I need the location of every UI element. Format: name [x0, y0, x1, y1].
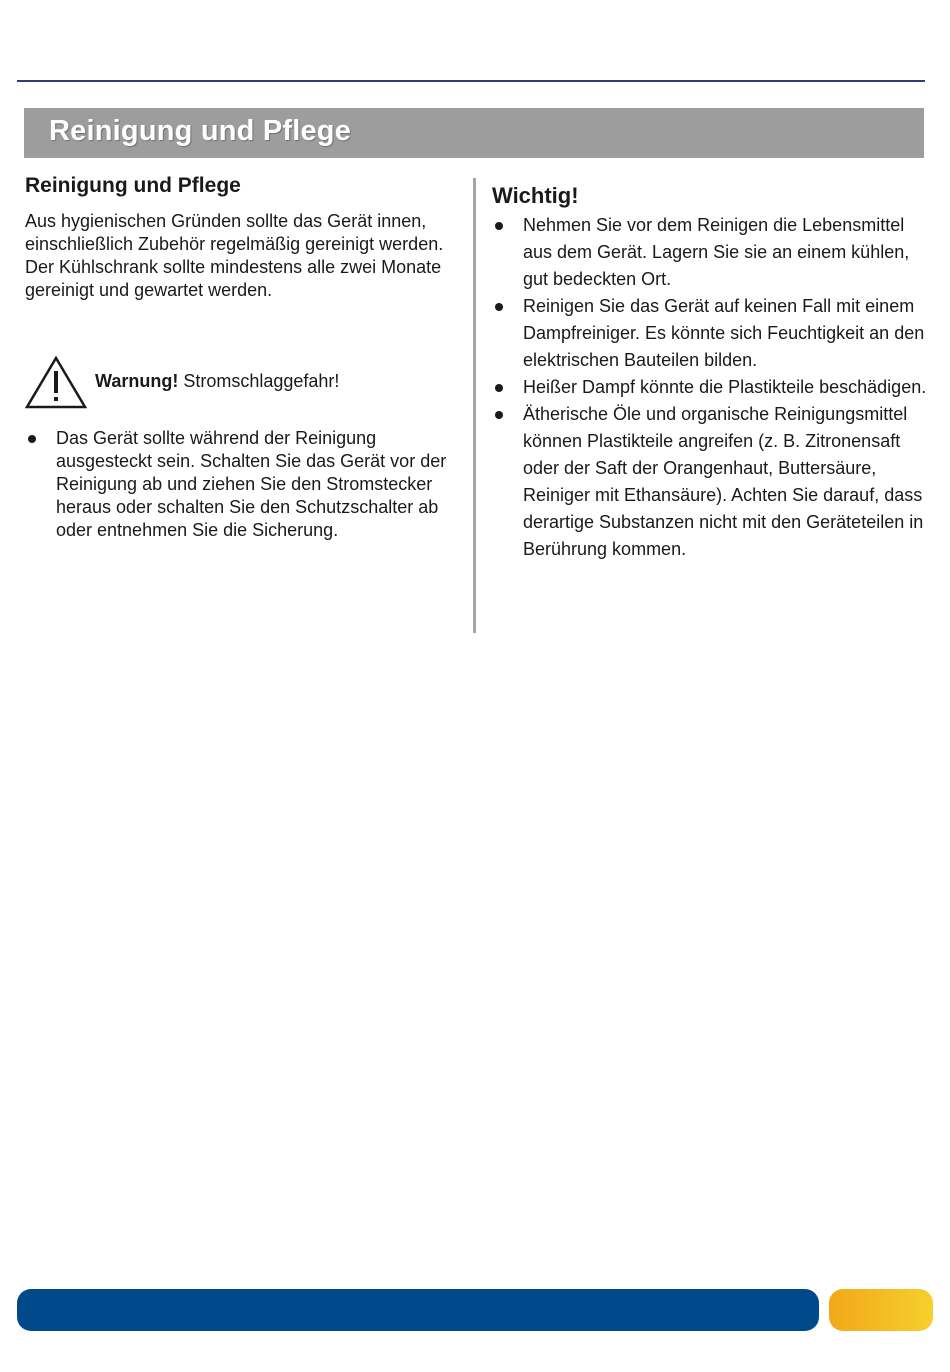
section-title: Reinigung und Pflege [49, 115, 352, 147]
right-heading: Wichtig! [492, 183, 579, 208]
list-item: Ätherische Öle und organische Reinigungsmittel können Plastikteile angreifen (z. B. Zitronensaft oder der Saft der Orangenhaut, Buttersäure, Reiniger mit Ethansäure). Achten Sie darauf, dass derartige Substanzen nicht mit den Geräteteilen in Berührung kommen. [492, 401, 928, 563]
list-item: Reinigen Sie das Gerät auf keinen Fall mit einem Dampfreiniger. Es könnte sich Feuchtigkeit an den elektrischen Bauteilen bilden. [492, 293, 928, 374]
top-rule [17, 80, 925, 82]
warning-triangle-icon [25, 356, 87, 410]
list-item: Das Gerät sollte während der Reinigung ausgesteckt sein. Schalten Sie das Gerät vor der Reinigung ab und ziehen Sie den Stromstecker heraus oder schalten Sie den Schutzschalter ab oder entnehmen Sie die Sicherung. [25, 427, 455, 542]
footer-page-tab [829, 1289, 933, 1331]
warning-notice [25, 356, 455, 412]
left-heading: Reinigung und Pflege [25, 174, 241, 197]
intro-paragraph-interval: Der Kühlschrank sollte mindestens alle zwei Monate gereinigt und gewartet werden. [25, 257, 442, 300]
warning-message: Stromschlaggefahr! [178, 371, 340, 391]
list-item: Nehmen Sie vor dem Reinigen die Lebensmittel aus dem Gerät. Lagern Sie sie an einem kühlen, gut bedeckten Ort. [492, 212, 928, 293]
column-divider [473, 178, 476, 633]
warning-label: Warnung! [95, 371, 179, 391]
list-item: Heißer Dampf könnte die Plastikteile beschädigen. [492, 374, 928, 401]
right-column [492, 182, 928, 563]
footer-bar [17, 1289, 819, 1331]
right-bullet-list [492, 212, 928, 563]
warning-text [95, 370, 339, 393]
left-column [25, 172, 455, 540]
intro-paragraph-hygiene: Aus hygienischen Gründen sollte das Gerät innen, einschließlich Zubehör regelmäßig gereinigt werden. [25, 211, 444, 254]
section-banner [24, 108, 924, 158]
left-bullet-list [25, 427, 455, 542]
